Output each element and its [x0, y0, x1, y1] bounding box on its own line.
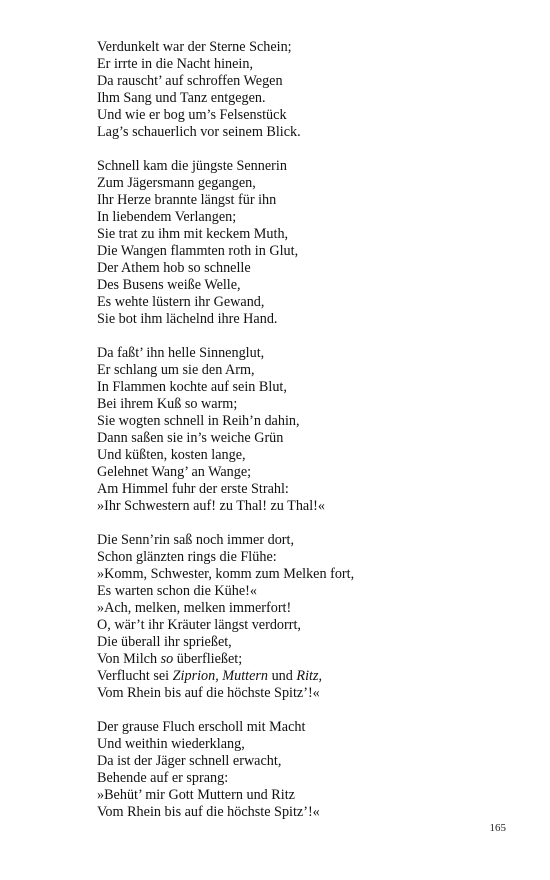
verse-line	[97, 158, 497, 175]
verse-line	[97, 243, 497, 260]
verse-segment: Von Milch	[97, 651, 161, 667]
verse-segment: Gelehnet Wang’ an Wange;	[97, 464, 252, 480]
verse-segment: »Komm, Schwester, komm zum Melken fort,	[97, 566, 355, 582]
verse-segment: Er schlang um sie den Arm,	[97, 362, 255, 378]
verse-segment: Ihm Sang und Tanz entgegen.	[97, 90, 266, 106]
poem-body	[97, 39, 497, 838]
verse-segment: Der Athem hob so schnelle	[97, 260, 251, 276]
verse-line	[97, 311, 497, 328]
verse-line	[97, 362, 497, 379]
verse-segment: In liebendem Verlangen;	[97, 209, 237, 225]
verse-line	[97, 379, 497, 396]
verse-segment: Es warten schon die Kühe!«	[97, 583, 257, 599]
verse-line	[97, 736, 497, 753]
verse-line	[97, 753, 497, 770]
stanza	[97, 532, 497, 702]
verse-line	[97, 787, 497, 804]
verse-line	[97, 192, 497, 209]
verse-line	[97, 804, 497, 821]
verse-segment: Und küßten, kosten lange,	[97, 447, 246, 463]
verse-segment: Vom Rhein bis auf die höchste Spitz’!«	[97, 685, 320, 701]
verse-segment: Da ist der Jäger schnell erwacht,	[97, 753, 282, 769]
verse-segment: Dann saßen sie in’s weiche Grün	[97, 430, 284, 446]
verse-segment: Vom Rhein bis auf die höchste Spitz’!«	[97, 804, 320, 820]
verse-segment: Schon glänzten rings die Flühe:	[97, 549, 277, 565]
verse-segment: Ihr Herze brannte längst für ihn	[97, 192, 277, 208]
verse-line	[97, 56, 497, 73]
verse-line	[97, 294, 497, 311]
verse-segment: Da faßt’ ihn helle Sinnenglut,	[97, 345, 265, 361]
verse-line	[97, 464, 497, 481]
verse-line	[97, 226, 497, 243]
verse-segment: Sie wogten schnell in Reih’n dahin,	[97, 413, 300, 429]
verse-segment-italic: Ritz,	[296, 668, 323, 684]
page-number: 165	[489, 822, 506, 834]
verse-line	[97, 90, 497, 107]
verse-segment: Und weithin wiederklang,	[97, 736, 245, 752]
verse-segment: »Behüt’ mir Gott Muttern und Ritz	[97, 787, 295, 803]
verse-segment: O, wär’t ihr Kräuter längst verdorrt,	[97, 617, 301, 633]
verse-line	[97, 430, 497, 447]
verse-segment: Sie trat zu ihm mit keckem Muth,	[97, 226, 289, 242]
verse-segment: Es wehte lüstern ihr Gewand,	[97, 294, 265, 310]
verse-line	[97, 345, 497, 362]
stanza	[97, 39, 497, 141]
verse-segment: »Ach, melken, melken immerfort!	[97, 600, 292, 616]
verse-line	[97, 634, 497, 651]
verse-segment: Die überall ihr sprießet,	[97, 634, 232, 650]
verse-line	[97, 124, 497, 141]
verse-segment: überfließet;	[173, 651, 243, 667]
verse-line	[97, 277, 497, 294]
verse-segment: »Ihr Schwestern auf! zu Thal! zu Thal!«	[97, 498, 325, 514]
verse-segment: und	[268, 668, 297, 684]
verse-line	[97, 260, 497, 277]
verse-segment: Zum Jägersmann gegangen,	[97, 175, 256, 191]
verse-line	[97, 685, 497, 702]
stanza	[97, 719, 497, 821]
verse-segment: Des Busens weiße Welle,	[97, 277, 241, 293]
verse-segment: Verdunkelt war der Sterne Schein;	[97, 39, 292, 55]
verse-line	[97, 668, 497, 685]
verse-line	[97, 175, 497, 192]
verse-segment: Verflucht sei	[97, 668, 173, 684]
verse-line	[97, 413, 497, 430]
verse-line	[97, 549, 497, 566]
verse-segment: Die Wangen flammten roth in Glut,	[97, 243, 299, 259]
verse-segment: Lag’s schauerlich vor seinem Blick.	[97, 124, 301, 140]
verse-line	[97, 719, 497, 736]
verse-segment: Sie bot ihm lächelnd ihre Hand.	[97, 311, 278, 327]
stanza	[97, 345, 497, 515]
verse-line	[97, 481, 497, 498]
verse-segment: Die Senn’rin saß noch immer dort,	[97, 532, 295, 548]
verse-line	[97, 73, 497, 90]
verse-line	[97, 770, 497, 787]
verse-line	[97, 209, 497, 226]
verse-line	[97, 566, 497, 583]
verse-line	[97, 651, 497, 668]
verse-segment: Und wie er bog um’s Felsenstück	[97, 107, 287, 123]
verse-segment: Am Himmel fuhr der erste Strahl:	[97, 481, 289, 497]
verse-line	[97, 498, 497, 515]
verse-segment: Er irrte in die Nacht hinein,	[97, 56, 254, 72]
verse-segment: Schnell kam die jüngste Sennerin	[97, 158, 287, 174]
verse-line	[97, 583, 497, 600]
verse-line	[97, 532, 497, 549]
verse-line	[97, 617, 497, 634]
verse-line	[97, 600, 497, 617]
verse-line	[97, 396, 497, 413]
verse-line	[97, 447, 497, 464]
verse-line	[97, 107, 497, 124]
verse-segment: Da rauscht’ auf schroffen Wegen	[97, 73, 283, 89]
verse-segment: Der grause Fluch erscholl mit Macht	[97, 719, 306, 735]
verse-segment: In Flammen kochte auf sein Blut,	[97, 379, 287, 395]
verse-segment: Bei ihrem Kuß so warm;	[97, 396, 238, 412]
verse-segment-italic: so	[160, 651, 174, 667]
verse-segment-italic: Ziprion, Muttern	[172, 668, 269, 684]
verse-segment: Behende auf er sprang:	[97, 770, 229, 786]
verse-line	[97, 39, 497, 56]
stanza	[97, 158, 497, 328]
